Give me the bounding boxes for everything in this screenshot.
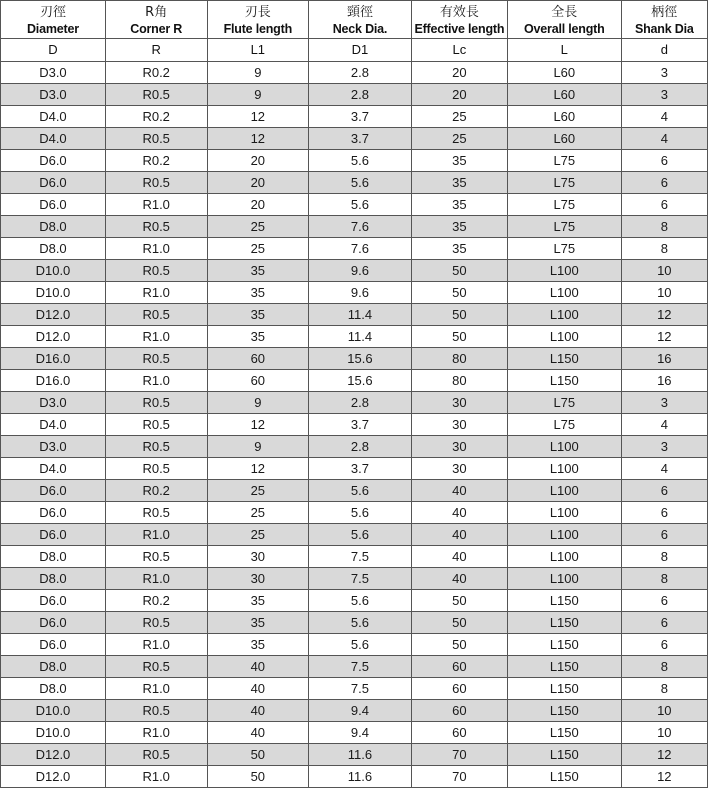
table-cell: 12 [207, 128, 309, 150]
table-cell: 2.8 [309, 62, 412, 84]
table-cell: R1.0 [105, 524, 207, 546]
table-cell: 7.5 [309, 568, 412, 590]
column-header-effective-length-symbol: Lc [412, 38, 507, 60]
table-cell: L60 [507, 128, 621, 150]
table-cell: 10 [621, 282, 707, 304]
table-cell: R1.0 [105, 634, 207, 656]
table-cell: 8 [621, 568, 707, 590]
table-cell: 6 [621, 524, 707, 546]
table-row [1, 238, 708, 260]
column-header-flute-length-symbol: L1 [208, 38, 309, 60]
table-cell: 8 [621, 656, 707, 678]
table-cell: 30 [411, 436, 507, 458]
table-cell: 4 [621, 458, 707, 480]
table-cell: 3 [621, 62, 707, 84]
table-cell: D12.0 [1, 304, 106, 326]
table-cell: R0.5 [105, 656, 207, 678]
column-header-shank-dia [621, 1, 707, 62]
table-cell: R0.5 [105, 172, 207, 194]
table-cell: 35 [207, 590, 309, 612]
table-cell: 60 [207, 348, 309, 370]
column-header-overall-length-cn: 全長 [551, 5, 578, 20]
table-cell: 3.7 [309, 106, 412, 128]
table-cell: R1.0 [105, 370, 207, 392]
table-cell: D8.0 [1, 546, 106, 568]
table-cell: 7.6 [309, 216, 412, 238]
table-cell: D8.0 [1, 678, 106, 700]
table-cell: R0.5 [105, 612, 207, 634]
column-header-corner-r-en: Corner R [130, 22, 183, 36]
table-cell: 3.7 [309, 128, 412, 150]
table-cell: 3.7 [309, 458, 412, 480]
table-cell: 7.5 [309, 656, 412, 678]
table-cell: 9.6 [309, 282, 412, 304]
table-cell: L150 [507, 722, 621, 744]
table-cell: 12 [207, 106, 309, 128]
table-row [1, 480, 708, 502]
column-header-corner-r-symbol: R [106, 38, 207, 60]
table-cell: 35 [207, 282, 309, 304]
table-cell: 10 [621, 722, 707, 744]
table-cell: 20 [411, 84, 507, 106]
table-cell: L150 [507, 612, 621, 634]
table-cell: 35 [207, 260, 309, 282]
table-cell: R1.0 [105, 678, 207, 700]
table-cell: R0.5 [105, 436, 207, 458]
column-header-corner-r [105, 1, 207, 62]
table-cell: 11.6 [309, 744, 412, 766]
table-cell: L150 [507, 590, 621, 612]
table-cell: 11.6 [309, 766, 412, 788]
table-cell: 7.6 [309, 238, 412, 260]
table-cell: L150 [507, 348, 621, 370]
table-cell: L100 [507, 436, 621, 458]
table-cell: 3 [621, 84, 707, 106]
table-row [1, 194, 708, 216]
table-cell: 60 [411, 722, 507, 744]
table-cell: L150 [507, 634, 621, 656]
table-cell: D4.0 [1, 414, 106, 436]
table-cell: 35 [411, 150, 507, 172]
table-cell: R1.0 [105, 282, 207, 304]
table-cell: R0.5 [105, 392, 207, 414]
table-cell: 50 [411, 612, 507, 634]
table-row [1, 128, 708, 150]
table-cell: 11.4 [309, 304, 412, 326]
table-cell: 8 [621, 238, 707, 260]
table-cell: 25 [207, 238, 309, 260]
table-cell: R0.5 [105, 458, 207, 480]
table-cell: 2.8 [309, 392, 412, 414]
table-cell: D16.0 [1, 348, 106, 370]
table-cell: R0.5 [105, 744, 207, 766]
table-cell: 6 [621, 590, 707, 612]
table-row [1, 744, 708, 766]
table-cell: 70 [411, 744, 507, 766]
table-cell: L60 [507, 62, 621, 84]
table-cell: 6 [621, 172, 707, 194]
table-cell: R0.5 [105, 84, 207, 106]
table-cell: D10.0 [1, 282, 106, 304]
table-cell: D6.0 [1, 150, 106, 172]
table-cell: 11.4 [309, 326, 412, 348]
table-cell: D6.0 [1, 480, 106, 502]
table-cell: D6.0 [1, 612, 106, 634]
table-cell: 15.6 [309, 370, 412, 392]
column-header-neck-dia [309, 1, 412, 62]
table-cell: 30 [411, 392, 507, 414]
table-cell: L100 [507, 546, 621, 568]
table-cell: 10 [621, 700, 707, 722]
table-cell: 25 [207, 502, 309, 524]
table-cell: 60 [411, 656, 507, 678]
table-cell: 3 [621, 436, 707, 458]
table-cell: 40 [411, 546, 507, 568]
table-cell: 6 [621, 634, 707, 656]
table-row [1, 348, 708, 370]
table-cell: L150 [507, 700, 621, 722]
table-cell: 12 [621, 304, 707, 326]
table-cell: 50 [207, 744, 309, 766]
table-cell: D8.0 [1, 238, 106, 260]
table-cell: L75 [507, 238, 621, 260]
table-row [1, 546, 708, 568]
column-header-overall-length [507, 1, 621, 62]
table-row [1, 590, 708, 612]
table-cell: 60 [411, 678, 507, 700]
table-row [1, 678, 708, 700]
table-row [1, 502, 708, 524]
table-cell: 50 [411, 326, 507, 348]
table-row [1, 634, 708, 656]
table-cell: 20 [411, 62, 507, 84]
table-cell: 60 [411, 700, 507, 722]
table-cell: D3.0 [1, 392, 106, 414]
table-cell: D10.0 [1, 700, 106, 722]
table-cell: L60 [507, 106, 621, 128]
table-cell: 50 [411, 260, 507, 282]
table-cell: 12 [207, 414, 309, 436]
table-row [1, 326, 708, 348]
table-cell: 9.4 [309, 722, 412, 744]
table-row [1, 414, 708, 436]
table-cell: R0.5 [105, 304, 207, 326]
table-cell: 70 [411, 766, 507, 788]
table-cell: R1.0 [105, 326, 207, 348]
table-cell: 8 [621, 546, 707, 568]
table-cell: 3 [621, 392, 707, 414]
table-row [1, 304, 708, 326]
table-cell: 15.6 [309, 348, 412, 370]
table-cell: D6.0 [1, 194, 106, 216]
table-cell: 8 [621, 678, 707, 700]
table-cell: 40 [411, 480, 507, 502]
column-header-neck-dia-cn: 頸徑 [346, 5, 373, 20]
table-cell: L75 [507, 172, 621, 194]
table-cell: 16 [621, 370, 707, 392]
table-cell: R1.0 [105, 766, 207, 788]
table-cell: 5.6 [309, 502, 412, 524]
table-cell: D8.0 [1, 568, 106, 590]
column-header-flute-length-en: Flute length [223, 22, 293, 36]
table-cell: 6 [621, 502, 707, 524]
header-row [1, 1, 708, 62]
table-cell: 5.6 [309, 194, 412, 216]
table-cell: 30 [207, 568, 309, 590]
table-cell: L100 [507, 568, 621, 590]
column-header-shank-dia-cn: 柄徑 [651, 5, 678, 20]
table-cell: R0.5 [105, 128, 207, 150]
table-cell: D8.0 [1, 656, 106, 678]
table-cell: 2.8 [309, 436, 412, 458]
table-cell: D6.0 [1, 172, 106, 194]
table-cell: R0.2 [105, 480, 207, 502]
table-row [1, 392, 708, 414]
column-header-flute-length-cn: 刃長 [244, 5, 271, 20]
table-row [1, 216, 708, 238]
table-cell: D3.0 [1, 436, 106, 458]
column-header-shank-dia-symbol: d [622, 38, 707, 60]
table-cell: 7.5 [309, 546, 412, 568]
table-cell: 5.6 [309, 634, 412, 656]
table-cell: L100 [507, 304, 621, 326]
table-cell: D6.0 [1, 502, 106, 524]
table-cell: L150 [507, 370, 621, 392]
table-cell: 6 [621, 480, 707, 502]
table-cell: 4 [621, 106, 707, 128]
table-cell: 9 [207, 84, 309, 106]
table-cell: L75 [507, 150, 621, 172]
table-cell: 35 [207, 634, 309, 656]
table-cell: 30 [207, 546, 309, 568]
table-row [1, 766, 708, 788]
table-cell: 35 [207, 612, 309, 634]
table-cell: 12 [621, 766, 707, 788]
table-cell: 50 [411, 634, 507, 656]
table-cell: L100 [507, 458, 621, 480]
table-cell: 60 [207, 370, 309, 392]
table-cell: 35 [411, 172, 507, 194]
table-cell: R0.2 [105, 106, 207, 128]
table-cell: 50 [411, 304, 507, 326]
column-header-diameter-cn: 刃徑 [39, 5, 66, 20]
table-cell: 35 [411, 238, 507, 260]
table-cell: 50 [411, 590, 507, 612]
table-cell: 80 [411, 370, 507, 392]
table-cell: D4.0 [1, 458, 106, 480]
column-header-diameter-symbol: D [1, 38, 105, 60]
table-row [1, 436, 708, 458]
table-cell: 20 [207, 172, 309, 194]
table-cell: R0.5 [105, 700, 207, 722]
table-cell: 7.5 [309, 678, 412, 700]
table-cell: D12.0 [1, 326, 106, 348]
table-row [1, 612, 708, 634]
table-cell: D12.0 [1, 766, 106, 788]
table-cell: 5.6 [309, 524, 412, 546]
table-row [1, 84, 708, 106]
table-cell: 35 [207, 326, 309, 348]
table-cell: D6.0 [1, 634, 106, 656]
table-cell: D16.0 [1, 370, 106, 392]
column-header-shank-dia-en: Shank Dia [634, 22, 694, 36]
table-row [1, 172, 708, 194]
table-cell: 40 [207, 700, 309, 722]
column-header-diameter [1, 1, 106, 62]
column-header-effective-length-en: Effective length [414, 22, 505, 36]
table-cell: D10.0 [1, 260, 106, 282]
table-cell: 35 [411, 194, 507, 216]
table-cell: 25 [207, 480, 309, 502]
column-header-overall-length-symbol: L [508, 38, 621, 60]
table-cell: L75 [507, 392, 621, 414]
table-cell: 9 [207, 436, 309, 458]
table-cell: L100 [507, 502, 621, 524]
table-cell: 6 [621, 150, 707, 172]
table-cell: L100 [507, 326, 621, 348]
table-cell: D3.0 [1, 84, 106, 106]
table-cell: 20 [207, 150, 309, 172]
table-cell: L100 [507, 524, 621, 546]
table-cell: L100 [507, 480, 621, 502]
table-row [1, 260, 708, 282]
table-row [1, 656, 708, 678]
table-row [1, 524, 708, 546]
table-cell: R0.2 [105, 590, 207, 612]
table-cell: D8.0 [1, 216, 106, 238]
table-cell: 40 [411, 568, 507, 590]
table-cell: D3.0 [1, 62, 106, 84]
table-cell: 9.4 [309, 700, 412, 722]
table-row [1, 106, 708, 128]
table-row [1, 700, 708, 722]
table-cell: R0.5 [105, 546, 207, 568]
table-cell: L60 [507, 84, 621, 106]
table-cell: 25 [411, 128, 507, 150]
table-cell: D6.0 [1, 524, 106, 546]
table-body [1, 62, 708, 788]
table-cell: 25 [207, 216, 309, 238]
table-cell: 9.6 [309, 260, 412, 282]
table-cell: 5.6 [309, 612, 412, 634]
table-cell: 40 [411, 502, 507, 524]
table-cell: L75 [507, 216, 621, 238]
table-row [1, 62, 708, 84]
table-cell: 40 [207, 678, 309, 700]
table-cell: R1.0 [105, 238, 207, 260]
table-cell: R1.0 [105, 722, 207, 744]
table-cell: R1.0 [105, 568, 207, 590]
column-header-neck-dia-symbol: D1 [309, 38, 411, 60]
table-cell: 35 [411, 216, 507, 238]
table-cell: R0.5 [105, 260, 207, 282]
table-cell: R0.5 [105, 348, 207, 370]
column-header-corner-r-cn: R角 [145, 5, 168, 20]
table-cell: 50 [411, 282, 507, 304]
table-cell: D4.0 [1, 128, 106, 150]
table-cell: 5.6 [309, 172, 412, 194]
table-cell: 4 [621, 414, 707, 436]
table-cell: 5.6 [309, 590, 412, 612]
table-row [1, 370, 708, 392]
table-cell: 50 [207, 766, 309, 788]
table-cell: 30 [411, 414, 507, 436]
column-header-overall-length-en: Overall length [524, 22, 605, 36]
table-row [1, 458, 708, 480]
table-cell: 25 [411, 106, 507, 128]
table-cell: R0.5 [105, 414, 207, 436]
table-row [1, 722, 708, 744]
table-cell: 40 [411, 524, 507, 546]
table-cell: D4.0 [1, 106, 106, 128]
column-header-effective-length [411, 1, 507, 62]
table-cell: D10.0 [1, 722, 106, 744]
table-cell: D12.0 [1, 744, 106, 766]
table-cell: 35 [207, 304, 309, 326]
table-cell: 9 [207, 62, 309, 84]
table-cell: L75 [507, 414, 621, 436]
table-row [1, 568, 708, 590]
table-cell: 12 [207, 458, 309, 480]
table-cell: R1.0 [105, 194, 207, 216]
table-cell: 10 [621, 260, 707, 282]
table-cell: 25 [207, 524, 309, 546]
table-cell: L150 [507, 766, 621, 788]
table-cell: 80 [411, 348, 507, 370]
table-cell: R0.5 [105, 216, 207, 238]
table-cell: 6 [621, 194, 707, 216]
table-cell: 12 [621, 744, 707, 766]
table-cell: 40 [207, 722, 309, 744]
column-header-diameter-en: Diameter [26, 22, 79, 36]
table-cell: 20 [207, 194, 309, 216]
table-cell: 5.6 [309, 150, 412, 172]
table-cell: R0.5 [105, 502, 207, 524]
table-cell: L75 [507, 194, 621, 216]
table-cell: 3.7 [309, 414, 412, 436]
table-cell: 5.6 [309, 480, 412, 502]
table-row [1, 282, 708, 304]
table-cell: R0.2 [105, 150, 207, 172]
table-row [1, 150, 708, 172]
table-cell: 8 [621, 216, 707, 238]
table-cell: 9 [207, 392, 309, 414]
table-cell: 16 [621, 348, 707, 370]
table-cell: L100 [507, 282, 621, 304]
table-cell: L150 [507, 744, 621, 766]
table-cell: L100 [507, 260, 621, 282]
table-cell: L150 [507, 656, 621, 678]
table-cell: 40 [207, 656, 309, 678]
table-cell: 30 [411, 458, 507, 480]
column-header-effective-length-cn: 有效長 [439, 5, 479, 20]
table-cell: 6 [621, 612, 707, 634]
column-header-neck-dia-en: Neck Dia. [332, 22, 388, 36]
table-cell: D6.0 [1, 590, 106, 612]
table-cell: 12 [621, 326, 707, 348]
table-cell: 2.8 [309, 84, 412, 106]
table-cell: R0.2 [105, 62, 207, 84]
table-cell: L150 [507, 678, 621, 700]
column-header-flute-length [207, 1, 309, 62]
table-cell: 4 [621, 128, 707, 150]
table-header [1, 1, 708, 62]
